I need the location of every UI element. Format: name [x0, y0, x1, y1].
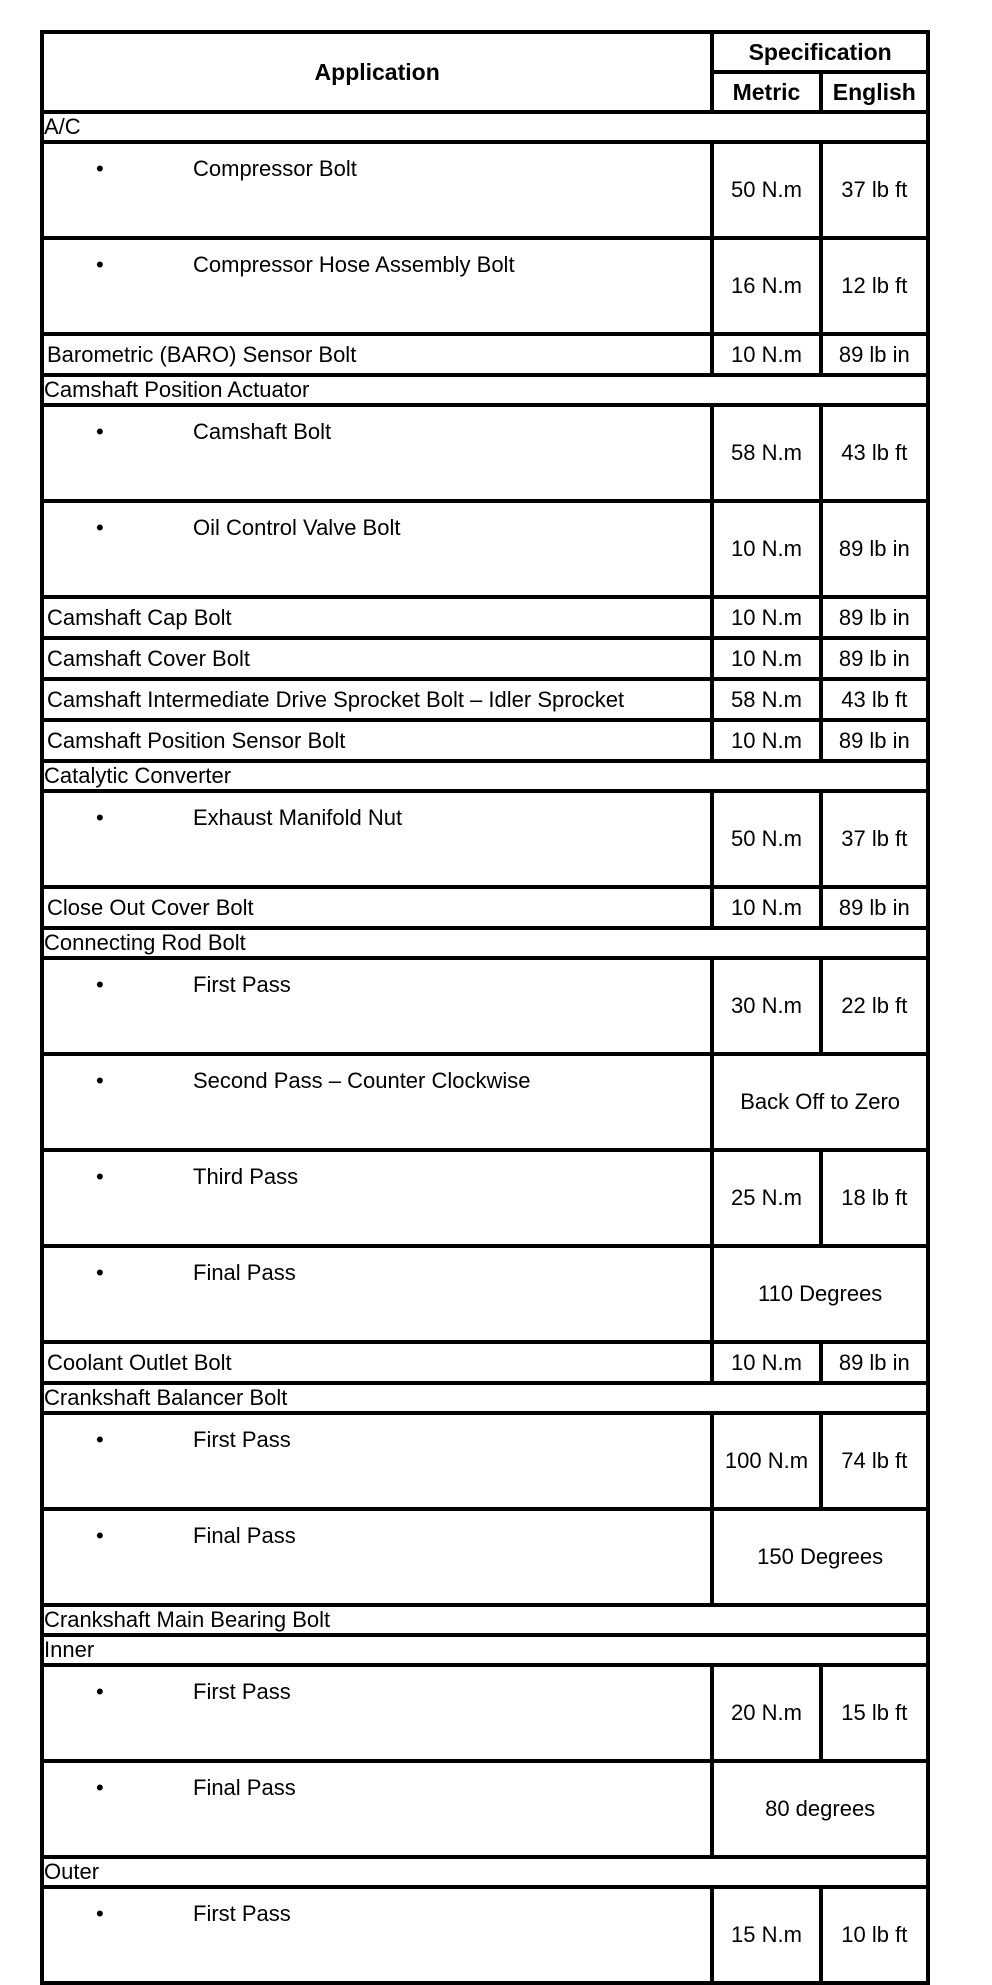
- combined-spec-value: 110 Degrees: [712, 1246, 928, 1342]
- bullet-icon: •: [96, 156, 104, 181]
- application-label: Camshaft Cap Bolt: [42, 597, 712, 638]
- english-value: 15 lb ft: [821, 1665, 928, 1761]
- english-value: 43 lb ft: [821, 679, 928, 720]
- application-cell: [42, 501, 712, 597]
- english-value: 18 lb ft: [821, 1150, 928, 1246]
- bullet-icon: •: [96, 805, 104, 830]
- english-value: 89 lb in: [821, 597, 928, 638]
- application-label: First Pass: [193, 1901, 291, 1926]
- application-label: Compressor Bolt: [193, 156, 357, 181]
- application-cell: [42, 1150, 712, 1246]
- section-row: [42, 928, 928, 958]
- section-label: A/C: [42, 112, 928, 142]
- bullet-icon: •: [96, 1679, 104, 1704]
- application-label: Barometric (BARO) Sensor Bolt: [42, 334, 712, 375]
- english-value: 10 lb ft: [821, 1887, 928, 1983]
- application-label: Third Pass: [193, 1164, 299, 1189]
- section-row: [42, 1605, 928, 1635]
- application-label: Exhaust Manifold Nut: [193, 805, 403, 830]
- bullet-icon: •: [96, 1427, 104, 1452]
- application-label: First Pass: [193, 972, 291, 997]
- bullet-icon: •: [96, 1164, 104, 1189]
- application-label: Camshaft Intermediate Drive Sprocket Bolt – Idler Sprocket: [42, 679, 712, 720]
- section-row: [42, 1857, 928, 1887]
- table-body: [42, 112, 928, 1983]
- section-label: Crankshaft Main Bearing Bolt: [42, 1605, 928, 1635]
- metric-value: 16 N.m: [712, 238, 820, 334]
- bullet-icon: •: [96, 515, 104, 540]
- application-label: Compressor Hose Assembly Bolt: [193, 252, 515, 277]
- metric-value: 15 N.m: [712, 1887, 820, 1983]
- table-row: [42, 1150, 928, 1246]
- combined-spec-value: Back Off to Zero: [712, 1054, 928, 1150]
- combined-spec-value: 80 degrees: [712, 1761, 928, 1857]
- bullet-icon: •: [96, 1523, 104, 1548]
- table-row: [42, 1509, 928, 1605]
- application-cell: [42, 1246, 712, 1342]
- table-row: [42, 1887, 928, 1983]
- bullet-icon: •: [96, 1901, 104, 1926]
- metric-value: 10 N.m: [712, 1342, 820, 1383]
- metric-value: 10 N.m: [712, 501, 820, 597]
- table-row: [42, 1413, 928, 1509]
- application-cell: [42, 405, 712, 501]
- english-value: 43 lb ft: [821, 405, 928, 501]
- metric-value: 10 N.m: [712, 597, 820, 638]
- table-row: [42, 720, 928, 761]
- application-cell: [42, 791, 712, 887]
- table-row: [42, 501, 928, 597]
- table-row: [42, 1342, 928, 1383]
- section-label: Inner: [42, 1635, 928, 1665]
- application-label: Final Pass: [193, 1523, 296, 1548]
- metric-value: 20 N.m: [712, 1665, 820, 1761]
- metric-value: 10 N.m: [712, 720, 820, 761]
- english-value: 74 lb ft: [821, 1413, 928, 1509]
- metric-value: 50 N.m: [712, 142, 820, 238]
- application-cell: [42, 1509, 712, 1605]
- combined-spec-value: 150 Degrees: [712, 1509, 928, 1605]
- table-row: [42, 791, 928, 887]
- english-value: 89 lb in: [821, 887, 928, 928]
- application-cell: [42, 142, 712, 238]
- table-row: [42, 638, 928, 679]
- english-value: 89 lb in: [821, 638, 928, 679]
- table-row: [42, 887, 928, 928]
- bullet-icon: •: [96, 419, 104, 444]
- bullet-icon: •: [96, 252, 104, 277]
- application-label: Final Pass: [193, 1260, 296, 1285]
- english-value: 89 lb in: [821, 1342, 928, 1383]
- metric-value: 25 N.m: [712, 1150, 820, 1246]
- application-label: Close Out Cover Bolt: [42, 887, 712, 928]
- metric-value: 10 N.m: [712, 638, 820, 679]
- bullet-icon: •: [96, 1068, 104, 1093]
- section-row: [42, 375, 928, 405]
- table-row: [42, 334, 928, 375]
- application-cell: [42, 1665, 712, 1761]
- torque-spec-table: [40, 30, 930, 1985]
- bullet-icon: •: [96, 1260, 104, 1285]
- table-row: [42, 1761, 928, 1857]
- application-cell: [42, 238, 712, 334]
- table-row: [42, 597, 928, 638]
- metric-value: 100 N.m: [712, 1413, 820, 1509]
- table-row: [42, 1665, 928, 1761]
- application-cell: [42, 1887, 712, 1983]
- section-row: [42, 1383, 928, 1413]
- metric-value: 50 N.m: [712, 791, 820, 887]
- section-label: Camshaft Position Actuator: [42, 375, 928, 405]
- application-label: First Pass: [193, 1427, 291, 1452]
- english-value: 12 lb ft: [821, 238, 928, 334]
- section-label: Crankshaft Balancer Bolt: [42, 1383, 928, 1413]
- metric-value: 58 N.m: [712, 679, 820, 720]
- table-row: [42, 142, 928, 238]
- metric-value: 10 N.m: [712, 334, 820, 375]
- table-row: [42, 405, 928, 501]
- metric-value: 30 N.m: [712, 958, 820, 1054]
- section-row: [42, 1635, 928, 1665]
- bullet-icon: •: [96, 972, 104, 997]
- application-label: Second Pass – Counter Clockwise: [193, 1068, 531, 1093]
- table-row: [42, 1054, 928, 1150]
- section-row: [42, 761, 928, 791]
- table-row: [42, 958, 928, 1054]
- application-cell: [42, 958, 712, 1054]
- application-cell: [42, 1413, 712, 1509]
- application-label: Camshaft Cover Bolt: [42, 638, 712, 679]
- application-label: Oil Control Valve Bolt: [193, 515, 401, 540]
- header-specification: Specification: [712, 32, 928, 72]
- table-row: [42, 679, 928, 720]
- application-label: Camshaft Bolt: [193, 419, 332, 444]
- english-value: 37 lb ft: [821, 142, 928, 238]
- section-label: Catalytic Converter: [42, 761, 928, 791]
- section-label: Connecting Rod Bolt: [42, 928, 928, 958]
- application-cell: [42, 1761, 712, 1857]
- metric-value: 58 N.m: [712, 405, 820, 501]
- header-application: Application: [42, 32, 712, 112]
- section-label: Outer: [42, 1857, 928, 1887]
- english-value: 89 lb in: [821, 334, 928, 375]
- application-label: Coolant Outlet Bolt: [42, 1342, 712, 1383]
- bullet-icon: •: [96, 1775, 104, 1800]
- table-row: [42, 1246, 928, 1342]
- application-label: First Pass: [193, 1679, 291, 1704]
- application-label: Camshaft Position Sensor Bolt: [42, 720, 712, 761]
- english-value: 89 lb in: [821, 501, 928, 597]
- header-english: English: [821, 72, 928, 112]
- application-label: Final Pass: [193, 1775, 296, 1800]
- header-metric: Metric: [712, 72, 820, 112]
- table-row: [42, 238, 928, 334]
- section-row: [42, 112, 928, 142]
- metric-value: 10 N.m: [712, 887, 820, 928]
- english-value: 22 lb ft: [821, 958, 928, 1054]
- english-value: 89 lb in: [821, 720, 928, 761]
- application-cell: [42, 1054, 712, 1150]
- english-value: 37 lb ft: [821, 791, 928, 887]
